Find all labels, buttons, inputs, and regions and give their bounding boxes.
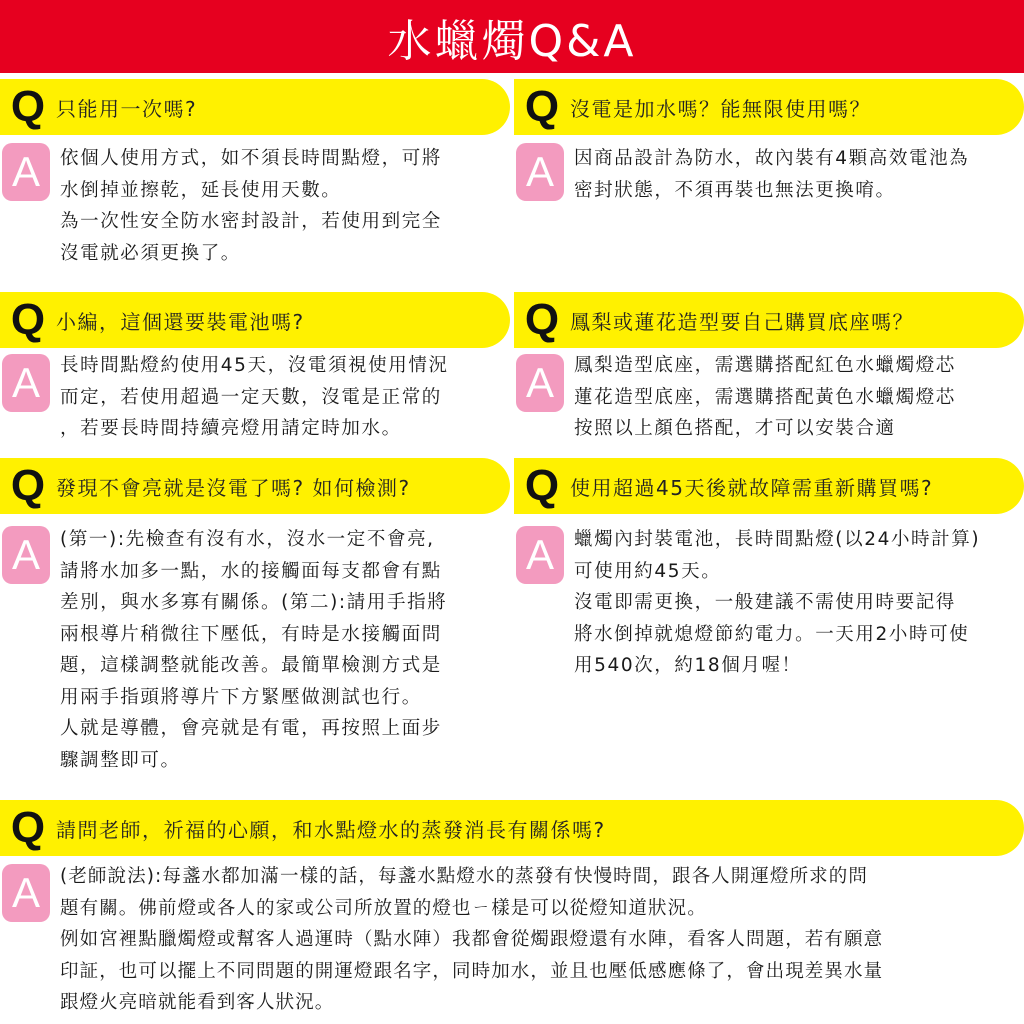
q-icon: Q: [10, 803, 46, 852]
answer-line: 用540次，約18個月喔！: [574, 655, 802, 676]
answer-line: 可使用約45天。: [574, 560, 722, 582]
a-icon: A: [2, 864, 50, 922]
answer-line: 用兩手指頭將導片下方緊壓做測試也行。: [60, 686, 422, 708]
answer-line: 沒電即需更換，一般建議不需使用時要記得: [574, 592, 956, 613]
question-bar: [514, 292, 1024, 348]
question-bar: [0, 458, 510, 514]
question-text: 小編，這個還要裝電池嗎?: [56, 309, 305, 334]
answer-line: 沒電就必須更換了。: [60, 242, 241, 264]
answer-line: 題有關。佛前燈或各人的家或公司所放置的燈也ㄧ樣是可以從燈知道狀況。: [60, 897, 707, 919]
q-icon: Q: [10, 461, 46, 510]
answer-line: (第一):先檢查有沒有水，沒水一定不會亮,: [60, 529, 435, 550]
answer-line: 兩根導片稍微往下壓低，有時是水接觸面問: [60, 623, 442, 645]
answer-line: 密封狀態，不須再裝也無法更換唷。: [574, 179, 896, 201]
question-text: 只能用一次嗎?: [56, 96, 198, 121]
answer-line: 將水倒掉就熄燈節約電力。一天用2小時可使: [574, 623, 970, 645]
question-bar: [514, 79, 1024, 135]
answer-text: [60, 524, 447, 776]
answer-text: [60, 143, 442, 269]
answer-line: 驟調整即可。: [60, 749, 181, 771]
question-text: 發現不會亮就是沒電了嗎? 如何檢測?: [56, 475, 411, 500]
answer-line: 因商品設計為防水，故內裝有4顆高效電池為: [574, 148, 970, 169]
answer-text: [60, 861, 883, 1019]
answer-line: 為一次性安全防水密封設計，若使用到完全: [60, 211, 442, 232]
answer-line: 請將水加多一點，水的接觸面每支都會有點: [60, 560, 442, 582]
answer-line: 例如宮裡點臘燭燈或幫客人過運時（點水陣）我都會從燭跟燈還有水陣，看客人問題，若有願意: [60, 929, 884, 950]
a-icon: A: [516, 526, 564, 584]
answer-line: 長時間點燈約使用45天，沒電須視使用情況: [60, 355, 449, 376]
question-bar: [514, 458, 1024, 514]
question-bar: [0, 79, 510, 135]
question-bar: [0, 292, 510, 348]
answer-line: 依個人使用方式，如不須長時間點燈，可將: [60, 148, 442, 169]
q-icon: Q: [10, 295, 46, 344]
answer-line: 差別，與水多寡有關係。(第二):請用手指將: [60, 592, 448, 613]
a-icon: A: [2, 354, 50, 412]
answer-line: 跟燈火亮暗就能看到客人狀況。: [60, 992, 335, 1013]
a-icon: A: [516, 354, 564, 412]
answer-line: ，若要長時間持續亮燈用請定時加水。: [60, 418, 402, 439]
question-text: 請問老師，祈福的心願，和水點燈水的蒸發消長有關係嗎?: [56, 817, 606, 842]
answer-line: 按照以上顏色搭配，才可以安裝合適: [574, 418, 896, 439]
answer-text: [574, 524, 980, 682]
answer-line: (老師說法):每盞水都加滿一樣的話，每盞水點燈水的蒸發有快慢時間，跟各人開運燈所求的問: [60, 866, 868, 887]
answer-line: 印証，也可以擺上不同問題的開運燈跟名字，同時加水，並且也壓低感應條了，會出現差異水量: [60, 960, 884, 982]
q-icon: Q: [524, 461, 560, 510]
answer-line: 人就是導體，會亮就是有電，再按照上面步: [60, 718, 442, 739]
answer-line: 水倒掉並擦乾，延長使用天數。: [60, 179, 342, 201]
answer-text: [574, 143, 969, 206]
a-icon: A: [2, 143, 50, 201]
answer-line: 題，這樣調整就能改善。最簡單檢測方式是: [60, 655, 442, 676]
page-title: 水蠟燭Q&A: [0, 0, 1024, 73]
q-icon: Q: [10, 82, 46, 131]
question-text: 沒電是加水嗎？能無限使用嗎？: [570, 96, 871, 121]
question-text: 鳳梨或蓮花造型要自己購買底座嗎？: [570, 309, 914, 334]
q-icon: Q: [524, 295, 560, 344]
q-icon: Q: [524, 82, 560, 131]
answer-text: [574, 350, 956, 445]
answer-line: 鳳梨造型底座，需選購搭配紅色水蠟燭燈芯: [574, 355, 956, 376]
answer-line: 蠟燭內封裝電池，長時間點燈(以24小時計算): [574, 529, 981, 550]
a-icon: A: [516, 143, 564, 201]
a-icon: A: [2, 526, 50, 584]
answer-line: 蓮花造型底座，需選購搭配黃色水蠟燭燈芯: [574, 386, 956, 408]
answer-text: [60, 350, 449, 445]
answer-line: 而定，若使用超過一定天數，沒電是正常的: [60, 386, 442, 408]
question-text: 使用超過45天後就故障需重新購買嗎?: [570, 475, 934, 500]
question-bar: [0, 800, 1024, 856]
